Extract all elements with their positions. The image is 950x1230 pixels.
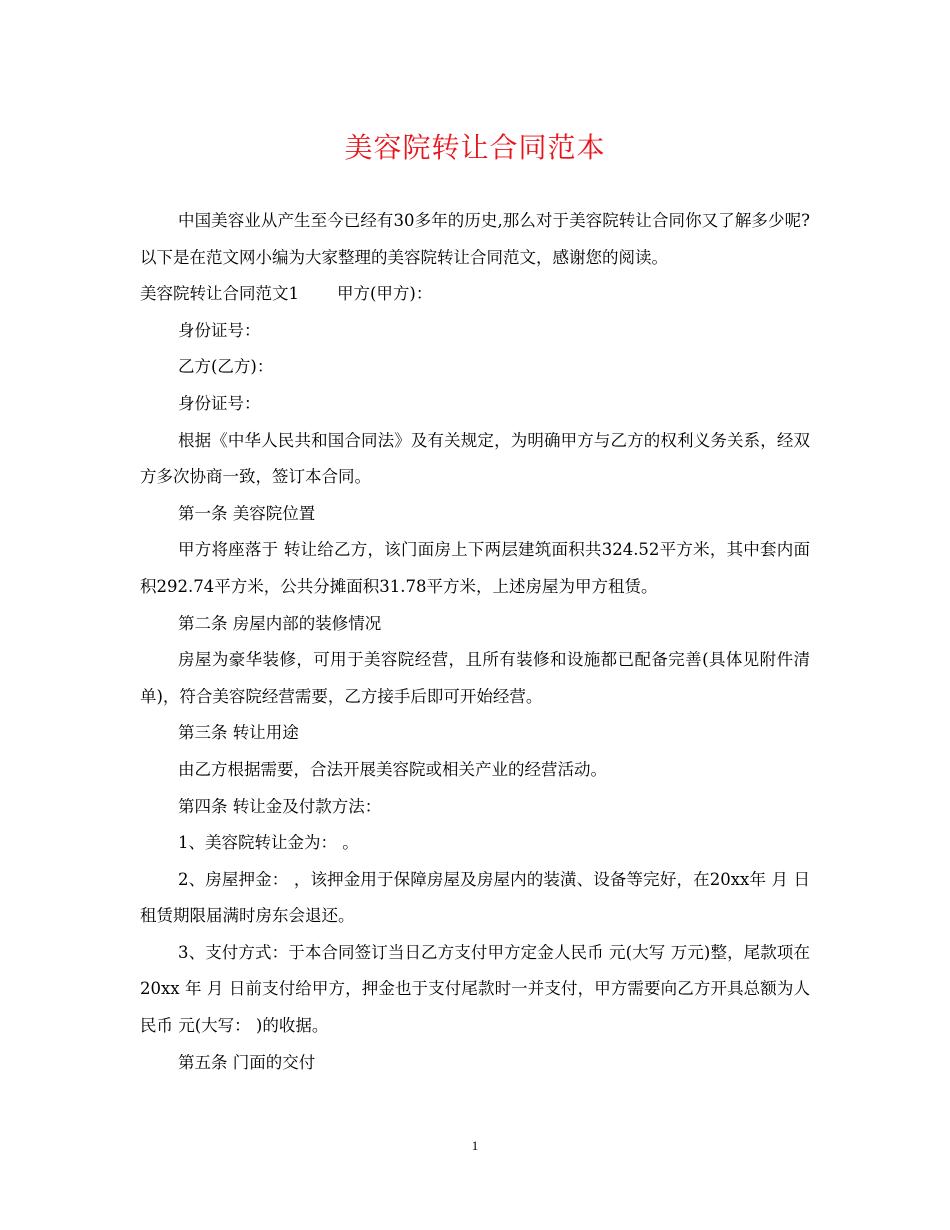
article-4-item-1: 1、美容院转让金为： 。 (178, 833, 359, 853)
party-b-label: 乙方(乙方)： (178, 357, 274, 377)
party-a-label: 甲方(甲方)： (337, 284, 433, 304)
section-heading-line (140, 276, 810, 313)
article-4-item-3: 3、支付方式：于本合同签订当日乙方支付甲方定金人民币 元(大写 万元)整，尾款项在20xx 年 月 日前支付给甲方，押金也于支付尾款时一并支付，甲方需要向乙方开具总额为人民币 元(大写： )的收据。 (140, 942, 810, 1036)
article-1-heading: 第一条 美容院位置 (178, 503, 316, 523)
article-5-heading: 第五条 门面的交付 (178, 1052, 316, 1072)
article-2-heading: 第二条 房屋内部的装修情况 (178, 613, 382, 633)
article-4-item-2: 2、房屋押金： ，该押金用于保障房屋及房屋内的装潢、设备等完好，在20xx年 月 日租赁期限届满时房东会退还。 (140, 869, 810, 926)
article-3-paragraph: 由乙方根据需要，合法开展美容院或相关产业的经营活动。 (178, 759, 607, 779)
page-number: 1 (471, 1138, 479, 1153)
preamble-paragraph: 根据《中华人民共和国合同法》及有关规定，为明确甲方与乙方的权利义务关系，经双方多次协商一致，签订本合同。 (140, 430, 810, 487)
article-4-heading: 第四条 转让金及付款方法： (178, 796, 382, 816)
party-a-id: 身份证号： (178, 320, 261, 340)
section-heading: 美容院转让合同范文1 (140, 284, 299, 304)
intro-paragraph: 中国美容业从产生至今已经有30多年的历史,那么对于美容院转让合同你又了解多少呢?以下是在范文网小编为大家整理的美容院转让合同范文，感谢您的阅读。 (140, 211, 810, 267)
article-1-paragraph: 甲方将座落于 转让给乙方，该门面房上下两层建筑面积共324.52平方米，其中套内面积292.74平方米，公共分摊面积31.78平方米，上述房屋为甲方租赁。 (140, 540, 810, 596)
article-2-paragraph: 房屋为豪华装修，可用于美容院经营，且所有装修和设施都已配备完善(具体见附件清单)，符合美容院经营需要，乙方接手后即可开始经营。 (140, 650, 810, 706)
article-3-heading: 第三条 转让用途 (178, 723, 299, 743)
document-body (140, 203, 810, 1081)
party-b-id: 身份证号： (178, 393, 261, 413)
document-title: 美容院转让合同范本 (344, 131, 606, 164)
